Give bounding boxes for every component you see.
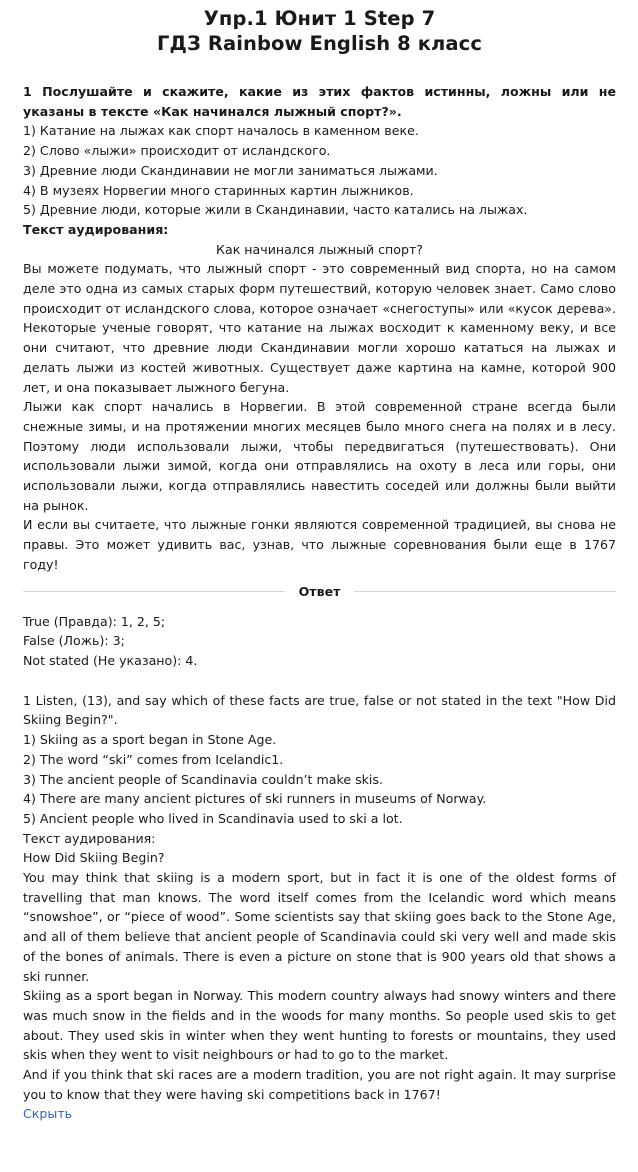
task-text-ru: 1 Послушайте и скажите, какие из этих фактов истинны, ложны или не указаны в тексте «Как начинался лыжный спорт?». xyxy=(23,84,616,119)
paragraph-en-1: You may think that skiing is a modern sport, but in fact it is one of the oldest forms of travelling that man knows. The word itself comes from the Icelandic word which means “snowshoe”, or “piece of wood”. Some scientists say that skiing goes back to the Stone Age, and all of them believe that ancient people of Scandinavia could ski very well and made skis of the bones of animals. There is even a picture on stone that is 900 years old that shows a ski runner. xyxy=(23,870,616,984)
list-item: 1) Катание на лыжах как спорт началось в каменном веке. xyxy=(23,123,419,139)
divider-line-left xyxy=(23,591,285,592)
list-item: 3) Древние люди Скандинавии не могли заниматься лыжами. xyxy=(23,162,438,178)
answer-line: False (Ложь): 3; xyxy=(23,633,125,649)
task-text-en: 1 Listen, (13), and say which of these facts are true, false or not stated in the text "How Did Skiing Begin?". xyxy=(23,692,616,728)
page-title xyxy=(23,6,616,56)
divider-line-right xyxy=(354,591,616,592)
list-item: 5) Ancient people who lived in Scandinavia used to ski a lot. xyxy=(23,810,403,826)
story-title-en: How Did Skiing Begin? xyxy=(23,850,165,866)
list-item: 3) The ancient people of Scandinavia couldn’t make skis. xyxy=(23,771,383,787)
story-title-ru: Как начинался лыжный спорт? xyxy=(216,241,423,257)
hide-link[interactable]: Скрыть xyxy=(23,1106,73,1122)
title-line-2: ГДЗ Rainbow English 8 класс xyxy=(157,32,482,55)
english-section xyxy=(23,691,616,1124)
list-item: 4) В музеях Норвегии много старинных картин лыжников. xyxy=(23,182,414,198)
paragraph-ru-2: Лыжи как спорт начались в Норвегии. В этой современной стране всегда были снежные зимы, и на протяжении многих месяцев было много снега на полях и в лесу. Поэтому люди использовали лыжи, чтобы передвигаться (путешествовать). Они использовали лыжи зимой, когда они отправлялись на охоту в леса или горы, они использовали лыжи, когда отправлялись навестить соседей или должны были выйти на рынок. xyxy=(23,399,616,513)
list-item: 2) The word “ski” comes from Icelandic1. xyxy=(23,751,284,767)
list-item: 2) Слово «лыжи» происходит от исландского. xyxy=(23,143,331,159)
answer-line: Not stated (Не указано): 4. xyxy=(23,652,198,668)
list-item: 4) There are many ancient pictures of ski runners in museums of Norway. xyxy=(23,791,487,807)
answer-section xyxy=(23,612,616,691)
answer-label: Ответ xyxy=(298,584,341,600)
answer-line: True (Правда): 1, 2, 5; xyxy=(23,613,166,629)
listening-heading-en: Текст аудирования: xyxy=(23,830,156,846)
paragraph-en-2: Skiing as a sport began in Norway. This modern country always had snowy winters and there was much snow in the fields and in the woods for many months. So people used skis to get about. They used skis in winter when they went hunting to forests or mountains, they used skis when they went to visit neighbours or had to go to the market. xyxy=(23,988,616,1063)
paragraph-en-3: And if you think that ski races are a modern tradition, you are not right again. It may surprise you to know that they were having ski competitions back in 1767! xyxy=(23,1067,616,1102)
list-item: 1) Skiing as a sport began in Stone Age. xyxy=(23,732,277,748)
list-item: 5) Древние люди, которые жили в Скандинавии, часто катались на лыжах. xyxy=(23,202,528,218)
paragraph-ru-1: Вы можете подумать, что лыжный спорт - это современный вид спорта, но на самом деле это одна из самых старых форм путешествий, которую человек знает. Само слово происходит от исландского слова, которое означает «снегоступы» или «кусок дерева». Некоторые ученые говорят, что катание на лыжах восходит к каменному веку, и все они считают, что древние люди Скандинавии могли хорошо кататься на лыжах и делать лыжи из костей животных. Существует даже картина на камне, которой 900 лет, и она показывает лыжного бегуна. xyxy=(23,261,616,395)
russian-section xyxy=(23,82,616,575)
listening-heading-ru: Текст аудирования: xyxy=(23,221,169,237)
title-line-1: Упр.1 Юнит 1 Step 7 xyxy=(203,7,436,30)
paragraph-ru-3: И если вы считаете, что лыжные гонки являются современной традицией, вы снова не правы. Это может удивить вас, узнав, что лыжные соревнования были еще в 1767 году! xyxy=(23,517,616,572)
answer-divider xyxy=(23,583,616,601)
